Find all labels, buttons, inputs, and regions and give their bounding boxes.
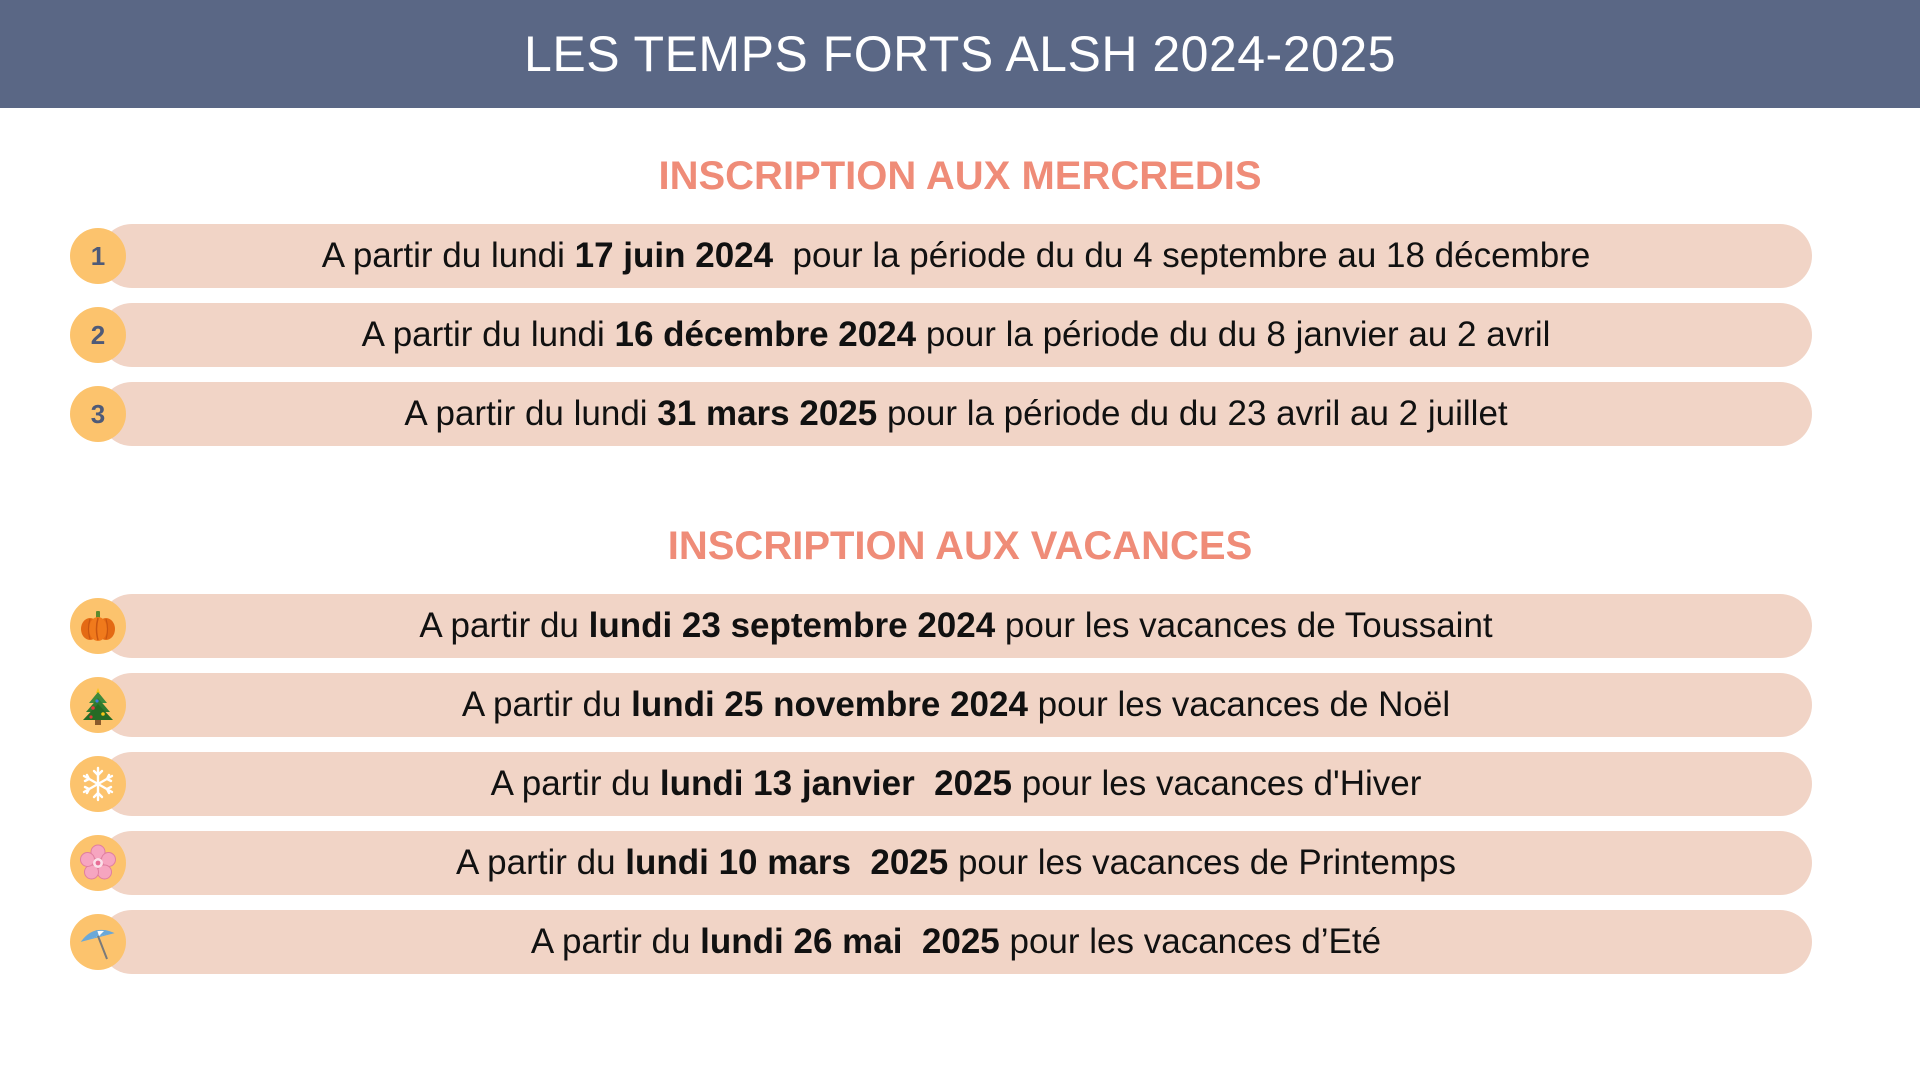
pumpkin-icon xyxy=(70,598,126,654)
vacances-item-ete xyxy=(70,910,1812,974)
vacances-item-text: A partir du lundi 26 mai 2025 pour les vacances d’Eté xyxy=(100,910,1812,974)
beach-umbrella-icon xyxy=(70,914,126,970)
vacances-item-text: A partir du lundi 25 novembre 2024 pour les vacances de Noël xyxy=(100,673,1812,737)
page-title: LES TEMPS FORTS ALSH 2024-2025 xyxy=(524,26,1396,82)
christmas-tree-icon xyxy=(70,677,126,733)
mercredis-item-3 xyxy=(70,382,1812,446)
vacances-item-noel xyxy=(70,673,1812,737)
vacances-section-title: INSCRIPTION AUX VACANCES xyxy=(667,524,1253,568)
snowflake-icon xyxy=(70,756,126,812)
mercredis-section-title: INSCRIPTION AUX MERCREDIS xyxy=(658,154,1262,198)
mercredis-item-text: A partir du lundi 31 mars 2025 pour la période du du 23 avril au 2 juillet xyxy=(100,382,1812,446)
mercredis-item-text: A partir du lundi 16 décembre 2024 pour la période du du 8 janvier au 2 avril xyxy=(100,303,1812,367)
vacances-item-text: A partir du lundi 10 mars 2025 pour les vacances de Printemps xyxy=(100,831,1812,895)
mercredis-item-1 xyxy=(70,224,1812,288)
vacances-item-text: A partir du lundi 13 janvier 2025 pour les vacances d'Hiver xyxy=(100,752,1812,816)
mercredis-item-2 xyxy=(70,303,1812,367)
number-badge: 2 xyxy=(70,307,126,363)
number-badge: 3 xyxy=(70,386,126,442)
vacances-item-toussaint xyxy=(70,594,1812,658)
vacances-item-printemps xyxy=(70,831,1812,895)
vacances-item-text: A partir du lundi 23 septembre 2024 pour les vacances de Toussaint xyxy=(100,594,1812,658)
page-header xyxy=(0,0,1920,108)
mercredis-item-text: A partir du lundi 17 juin 2024 pour la période du du 4 septembre au 18 décembre xyxy=(100,224,1812,288)
cherry-blossom-icon xyxy=(70,835,126,891)
vacances-item-hiver xyxy=(70,752,1812,816)
number-badge: 1 xyxy=(70,228,126,284)
